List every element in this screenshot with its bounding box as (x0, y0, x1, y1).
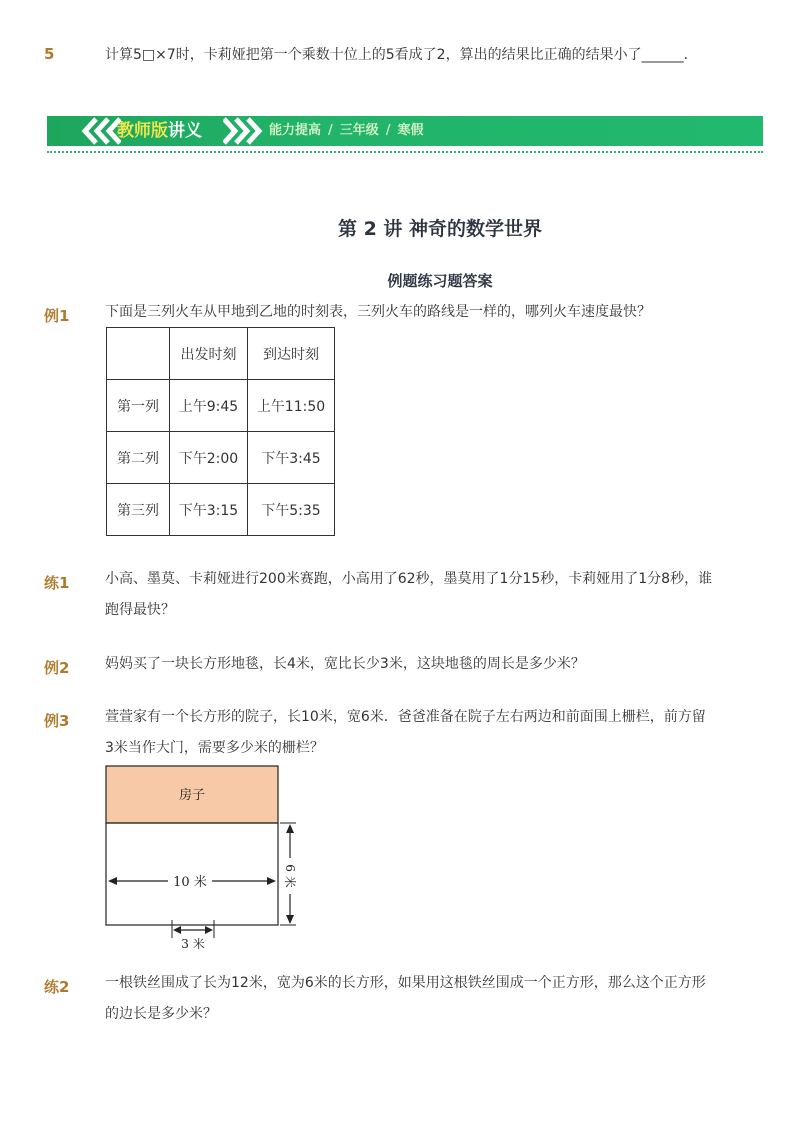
table-cell: 上午9:45 (170, 380, 248, 432)
table-cell: 下午5:35 (248, 484, 335, 536)
banner-title-part1: 教师版 (117, 121, 168, 141)
left-chevrons-icon (79, 116, 121, 146)
table-row (107, 380, 335, 432)
house-label: 房子 (178, 788, 206, 803)
arrowhead-icon (205, 926, 213, 934)
lecture-title: 第 2 讲 神奇的数学世界 (337, 218, 543, 240)
table-cell: 上午11:50 (248, 380, 335, 432)
banner-tag: 能力提高 (269, 123, 322, 138)
banner-tags (269, 116, 424, 146)
table-row (107, 484, 335, 536)
table-header-cell: 出发时刻 (170, 328, 248, 380)
practice-label: 练1 (44, 574, 70, 592)
arrowhead-icon (286, 915, 294, 924)
teacher-edition-banner (47, 116, 763, 146)
table-cell: 第二列 (107, 432, 170, 484)
section-title: 例题练习题答案 (387, 272, 493, 290)
yard-diagram (100, 760, 320, 955)
example-text: 妈妈买了一块长方形地毯，长4米，宽比长少3米，这块地毯的周长是多少米？ (105, 656, 585, 672)
banner-tag: 三年级 (339, 123, 379, 138)
practice-text (105, 968, 725, 1030)
practice-text (105, 564, 725, 626)
practice-text-line: 小高、墨莫、卡莉娅进行200米赛跑，小高用了62秒，墨莫用了1分15秒，卡莉娅用了1分8秒，谁 (105, 571, 713, 587)
arrowhead-icon (286, 824, 294, 833)
banner-separator: / (328, 123, 333, 138)
banner-separator: / (385, 123, 391, 138)
example-label: 例1 (44, 307, 70, 325)
problem-text: 计算5□×7时，卡莉娅把第一个乘数十位上的5看成了2，算出的结果比正确的结果小了______． (105, 47, 698, 63)
arrowhead-icon (173, 926, 181, 934)
table-cell: 下午3:45 (248, 432, 335, 484)
table-cell: 第一列 (107, 380, 170, 432)
yard-rect (106, 823, 278, 925)
example-text (105, 702, 725, 764)
table-header-cell: 到达时刻 (248, 328, 335, 380)
problem-number: 5 (44, 45, 55, 63)
table-cell: 下午2:00 (170, 432, 248, 484)
banner-dotted-divider (47, 151, 763, 153)
example-text-line: 萱萱家有一个长方形的院子，长10米，宽6米．爸爸准备在院子左右两边和前面围上栅栏，前方留 (105, 709, 706, 725)
arrowhead-icon (108, 877, 117, 885)
right-chevrons-icon (223, 116, 265, 146)
train-timetable (106, 327, 335, 536)
table-cell: 第三列 (107, 484, 170, 536)
practice-label: 练2 (44, 978, 70, 996)
gate-label: 3 米 (181, 937, 205, 951)
example-text: 下面是三列火车从甲地到乙地的时刻表，三列火车的路线是一样的，哪列火车速度最快？ (105, 304, 651, 320)
banner-title (117, 116, 202, 146)
practice-text-line: 跑得最快？ (105, 602, 175, 618)
table-cell: 下午3:15 (170, 484, 248, 536)
practice-text-line: 的边长是多少米？ (105, 1006, 217, 1022)
width-label: 6 米 (283, 864, 297, 888)
banner-title-part2: 讲义 (168, 121, 202, 141)
table-header-cell (107, 328, 170, 380)
table-row (107, 432, 335, 484)
banner-tag: 寒假 (397, 123, 424, 138)
length-label: 10 米 (173, 875, 207, 890)
arrowhead-icon (267, 877, 276, 885)
table-header-row (107, 328, 335, 380)
practice-text-line: 一根铁丝围成了长为12米，宽为6米的长方形，如果用这根铁丝围成一个正方形，那么这个正方形 (105, 975, 706, 991)
example-text-line: 3米当作大门，需要多少米的栅栏？ (105, 740, 324, 756)
example-label: 例2 (44, 659, 70, 677)
example-label: 例3 (44, 712, 70, 730)
